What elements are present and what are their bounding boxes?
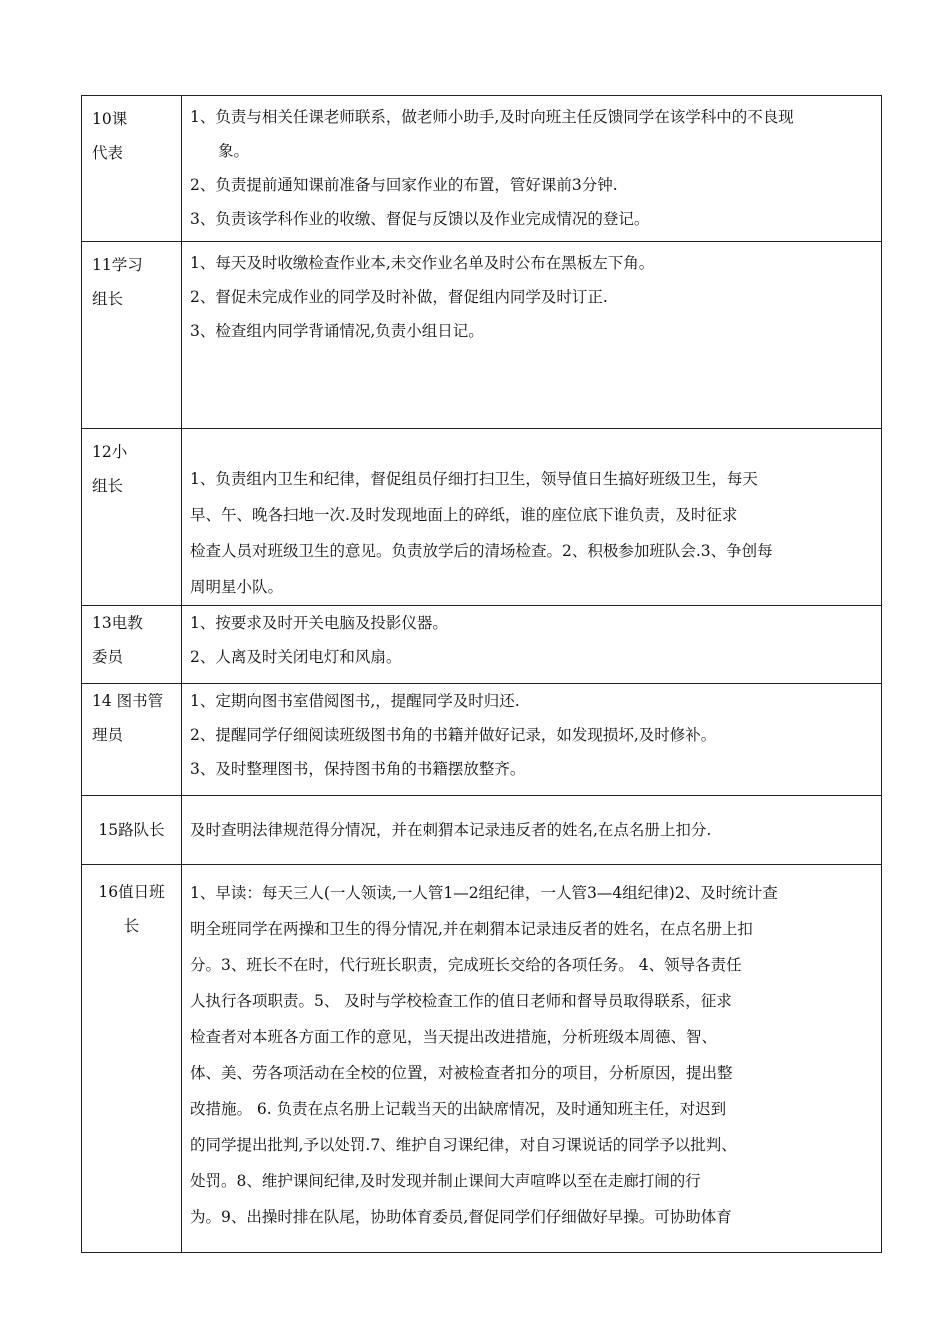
role-line: 组长 xyxy=(92,477,124,495)
duty-cell xyxy=(182,684,882,796)
duty-line: 1、早读：每天三人(一人领读,一人管1—2组纪律，一人管3—4组纪律)2、及时统计查 xyxy=(190,884,778,902)
duty-line: 改措施。 6. 负责在点名册上记载当天的出缺席情况，及时通知班主任，对迟到 xyxy=(190,1100,727,1118)
duty-line: 的同学提出批判,予以处罚.7、维护自习课纪律，对自习课说话的同学予以批判、 xyxy=(190,1136,737,1154)
table-row xyxy=(82,684,882,796)
role-line: 组长 xyxy=(92,290,124,308)
duty-line: 2、负责提前通知课前准备与回家作业的布置，管好课前3分钟. xyxy=(190,176,618,194)
duty-line: 3、及时整理图书，保持图书角的书籍摆放整齐。 xyxy=(190,760,526,778)
duty-line: 3、负责该学科作业的收缴、督促与反馈以及作业完成情况的登记。 xyxy=(190,210,650,228)
duty-cell xyxy=(182,865,882,1253)
role-line: 14 图书管 xyxy=(92,692,164,710)
role-line: 理员 xyxy=(92,726,124,744)
role-cell xyxy=(82,606,182,684)
role-cell xyxy=(82,96,182,242)
role-cell xyxy=(82,684,182,796)
duty-line: 及时查明法律规范得分情况，并在刺猬本记录违反者的姓名,在点名册上扣分. xyxy=(190,821,712,839)
role-line: 16值日班 xyxy=(98,883,165,901)
duty-line: 检查人员对班级卫生的意见。负责放学后的清场检查。2、积极参加班队会.3、争创每 xyxy=(190,542,773,560)
duty-line: 体、美、劳各项活动在全校的位置，对被检查者扣分的项目，分析原因，提出整 xyxy=(190,1064,733,1082)
table-row xyxy=(82,865,882,1253)
role-line: 10课 xyxy=(92,110,128,128)
duty-line: 1、负责与相关任课老师联系，做老师小助手,及时向班主任反馈同学在该学科中的不良现 xyxy=(190,108,794,126)
role-line: 13电教 xyxy=(92,614,143,632)
duty-line: 明全班同学在两操和卫生的得分情况,并在刺猬本记录违反者的姓名，在点名册上扣 xyxy=(190,920,753,938)
duty-line: 检查者对本班各方面工作的意见，当天提出改进措施，分析班级本周德、智、 xyxy=(190,1028,718,1046)
role-cell xyxy=(82,242,182,429)
table-row xyxy=(82,796,882,865)
duty-line: 1、定期向图书室借阅图书,，提醒同学及时归还. xyxy=(190,692,520,710)
duty-line: 分。3、班长不在时，代行班长职责，完成班长交给的各项任务。 4、领导各责任 xyxy=(190,956,742,974)
duty-cell xyxy=(182,606,882,684)
duty-table xyxy=(81,95,882,1253)
duty-line: 1、负责组内卫生和纪律，督促组员仔细打扫卫生，领导值日生搞好班级卫生，每天 xyxy=(190,470,758,488)
duty-line: 人执行各项职责。5、 及时与学校检查工作的值日老师和督导员取得联系，征求 xyxy=(190,992,732,1010)
duty-line: 2、督促未完成作业的同学及时补做，督促组内同学及时订正. xyxy=(190,288,608,306)
duty-line: 象。 xyxy=(218,142,250,160)
duty-line: 处罚。8、维护课间纪律,及时发现并制止课间大声喧哗以至在走廊打闹的行 xyxy=(190,1172,701,1190)
duty-cell xyxy=(182,796,882,865)
duty-line: 1、每天及时收缴检查作业本,未交作业名单及时公布在黑板左下角。 xyxy=(190,254,655,272)
duty-line: 3、检查组内同学背诵情况,负责小组日记。 xyxy=(190,322,484,340)
duty-line: 周明星小队。 xyxy=(190,578,284,596)
duty-line: 早、午、晚各扫地一次.及时发现地面上的碎纸，谁的座位底下谁负责，及时征求 xyxy=(190,506,738,524)
duty-line: 1、按要求及时开关电脑及投影仪器。 xyxy=(190,614,448,632)
table-row xyxy=(82,429,882,606)
role-line: 15路队长 xyxy=(98,821,165,839)
role-cell xyxy=(82,796,182,865)
role-cell xyxy=(82,865,182,1253)
duty-line: 2、提醒同学仔细阅读班级图书角的书籍并做好记录，如发现损坏,及时修补。 xyxy=(190,726,717,744)
table-row xyxy=(82,242,882,429)
duty-cell xyxy=(182,242,882,429)
role-line: 12小 xyxy=(92,443,128,461)
duty-cell xyxy=(182,429,882,606)
table-row xyxy=(82,96,882,242)
duty-line: 2、人离及时关闭电灯和风扇。 xyxy=(190,648,402,666)
role-line: 委员 xyxy=(92,648,124,666)
table-row xyxy=(82,606,882,684)
duty-cell xyxy=(182,96,882,242)
role-line: 长 xyxy=(123,917,140,935)
role-line: 11学习 xyxy=(92,256,143,274)
duty-line: 为。9、出操时排在队尾，协助体育委员,督促同学们仔细做好早操。可协助体育 xyxy=(190,1208,732,1226)
role-cell xyxy=(82,429,182,606)
role-line: 代表 xyxy=(92,144,124,162)
